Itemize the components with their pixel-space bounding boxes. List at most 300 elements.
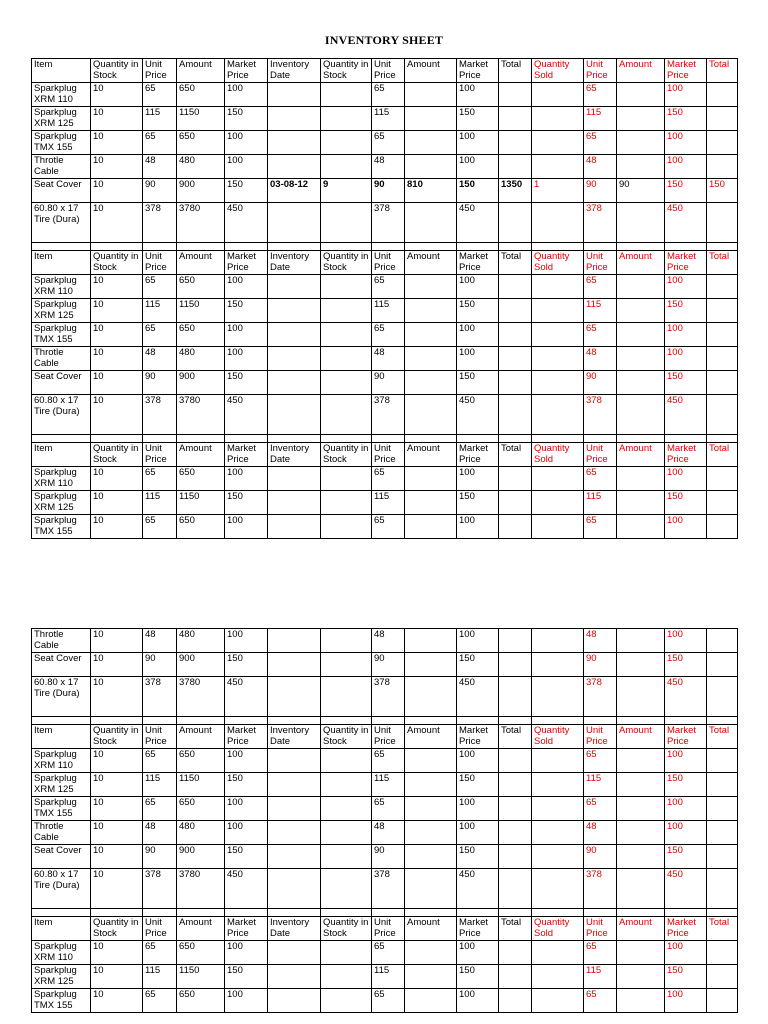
value-cell: 65 <box>143 989 177 1013</box>
item-name-cell: Sparkplug XRM 110 <box>32 467 91 491</box>
value-cell <box>532 941 584 965</box>
value-cell: 90 <box>372 845 405 869</box>
value-cell <box>617 989 665 1013</box>
value-cell <box>707 275 738 299</box>
value-cell <box>707 107 738 131</box>
value-cell: 48 <box>584 629 617 653</box>
value-cell: 100 <box>665 515 707 539</box>
value-cell: 48 <box>372 629 405 653</box>
value-cell <box>532 275 584 299</box>
value-cell: 100 <box>225 515 268 539</box>
value-cell: 10 <box>91 653 143 677</box>
value-cell <box>268 155 321 179</box>
value-cell <box>268 869 321 909</box>
value-cell <box>405 821 457 845</box>
value-cell <box>532 869 584 909</box>
item-name-cell: Sparkplug XRM 110 <box>32 275 91 299</box>
header-cell: Market Price <box>665 725 707 749</box>
value-cell: 650 <box>177 989 225 1013</box>
value-cell: 100 <box>457 83 499 107</box>
header-cell: Inventory Date <box>268 251 321 275</box>
value-cell: 1 <box>532 179 584 203</box>
item-name-cell: 60.80 x 17 Tire (Dura) <box>32 677 91 717</box>
header-cell: Market Price <box>225 917 268 941</box>
value-cell <box>405 965 457 989</box>
header-cell: Amount <box>405 59 457 83</box>
value-cell <box>707 629 738 653</box>
value-cell: 100 <box>665 821 707 845</box>
value-cell: 03-08-12 <box>268 179 321 203</box>
item-row <box>32 395 738 435</box>
value-cell: 100 <box>225 821 268 845</box>
value-cell: 650 <box>177 797 225 821</box>
spacer-cell <box>532 717 584 725</box>
value-cell <box>268 773 321 797</box>
value-cell: 10 <box>91 275 143 299</box>
item-row <box>32 83 738 107</box>
value-cell: 65 <box>372 323 405 347</box>
header-cell: Market Price <box>457 251 499 275</box>
value-cell: 115 <box>584 965 617 989</box>
value-cell: 1150 <box>177 299 225 323</box>
item-row <box>32 323 738 347</box>
value-cell <box>405 299 457 323</box>
spacer-cell <box>532 435 584 443</box>
value-cell <box>707 467 738 491</box>
spacer-cell <box>405 435 457 443</box>
value-cell: 1150 <box>177 965 225 989</box>
header-cell: Item <box>32 725 91 749</box>
value-cell: 100 <box>665 83 707 107</box>
spacer-cell <box>372 909 405 917</box>
value-cell <box>499 491 532 515</box>
value-cell: 150 <box>665 773 707 797</box>
value-cell <box>405 347 457 371</box>
value-cell <box>617 83 665 107</box>
value-cell <box>268 347 321 371</box>
spacer-row <box>32 717 738 725</box>
value-cell: 100 <box>225 323 268 347</box>
value-cell: 10 <box>91 797 143 821</box>
value-cell <box>707 845 738 869</box>
value-cell: 100 <box>457 155 499 179</box>
value-cell: 65 <box>143 323 177 347</box>
value-cell <box>532 821 584 845</box>
value-cell <box>321 965 372 989</box>
value-cell: 378 <box>372 395 405 435</box>
value-cell: 48 <box>584 347 617 371</box>
spacer-cell <box>268 909 321 917</box>
value-cell: 115 <box>584 773 617 797</box>
spacer-cell <box>321 717 372 725</box>
value-cell: 100 <box>665 347 707 371</box>
value-cell: 3780 <box>177 677 225 717</box>
value-cell <box>499 773 532 797</box>
header-cell: Unit Price <box>143 917 177 941</box>
spacer-cell <box>91 435 143 443</box>
spacer-cell <box>405 243 457 251</box>
spacer-cell <box>707 435 738 443</box>
value-cell <box>499 653 532 677</box>
page-title: INVENTORY SHEET <box>324 33 444 47</box>
spacer-cell <box>457 243 499 251</box>
value-cell <box>499 749 532 773</box>
header-cell: Amount <box>177 725 225 749</box>
value-cell <box>532 83 584 107</box>
spacer-cell <box>143 909 177 917</box>
value-cell: 150 <box>457 653 499 677</box>
value-cell: 378 <box>584 395 617 435</box>
header-cell: Total <box>707 917 738 941</box>
value-cell: 150 <box>457 179 499 203</box>
item-row <box>32 941 738 965</box>
header-cell: Market Price <box>225 251 268 275</box>
value-cell <box>617 347 665 371</box>
value-cell <box>707 749 738 773</box>
header-cell: Quantity in Stock <box>91 725 143 749</box>
value-cell <box>707 941 738 965</box>
value-cell <box>707 677 738 717</box>
value-cell <box>405 83 457 107</box>
value-cell <box>268 941 321 965</box>
value-cell <box>405 155 457 179</box>
value-cell: 10 <box>91 323 143 347</box>
value-cell: 1150 <box>177 107 225 131</box>
spacer-cell <box>707 243 738 251</box>
value-cell: 150 <box>225 107 268 131</box>
value-cell <box>268 749 321 773</box>
value-cell <box>617 299 665 323</box>
value-cell <box>268 107 321 131</box>
item-row <box>32 347 738 371</box>
spacer-cell <box>617 435 665 443</box>
value-cell <box>321 677 372 717</box>
header-cell: Quantity Sold <box>532 251 584 275</box>
value-cell: 65 <box>372 83 405 107</box>
item-name-cell: Sparkplug TMX 155 <box>32 515 91 539</box>
value-cell <box>499 275 532 299</box>
value-cell <box>268 203 321 243</box>
value-cell: 9 <box>321 179 372 203</box>
value-cell: 90 <box>372 179 405 203</box>
value-cell <box>499 395 532 435</box>
header-cell: Inventory Date <box>268 443 321 467</box>
spacer-cell <box>584 909 617 917</box>
header-cell: Amount <box>405 917 457 941</box>
value-cell: 450 <box>665 677 707 717</box>
value-cell: 100 <box>225 749 268 773</box>
value-cell: 100 <box>457 941 499 965</box>
header-cell: Amount <box>177 251 225 275</box>
value-cell: 115 <box>143 773 177 797</box>
value-cell <box>268 323 321 347</box>
spacer-cell <box>584 435 617 443</box>
header-cell: Item <box>32 251 91 275</box>
header-cell: Amount <box>177 917 225 941</box>
value-cell: 48 <box>143 155 177 179</box>
value-cell <box>532 773 584 797</box>
header-cell: Market Price <box>457 917 499 941</box>
value-cell: 150 <box>457 965 499 989</box>
value-cell <box>321 347 372 371</box>
value-cell <box>532 989 584 1013</box>
value-cell <box>499 107 532 131</box>
value-cell: 100 <box>457 467 499 491</box>
value-cell: 100 <box>457 629 499 653</box>
value-cell: 48 <box>143 821 177 845</box>
value-cell <box>321 107 372 131</box>
value-cell: 10 <box>91 203 143 243</box>
value-cell: 115 <box>372 773 405 797</box>
value-cell: 150 <box>225 653 268 677</box>
header-cell: Quantity in Stock <box>91 443 143 467</box>
header-cell: Unit Price <box>143 59 177 83</box>
value-cell: 100 <box>457 797 499 821</box>
value-cell: 650 <box>177 941 225 965</box>
value-cell <box>707 203 738 243</box>
spacer-cell <box>91 909 143 917</box>
value-cell <box>617 845 665 869</box>
value-cell: 378 <box>372 869 405 909</box>
value-cell: 115 <box>584 107 617 131</box>
item-name-cell: Sparkplug TMX 155 <box>32 323 91 347</box>
value-cell: 450 <box>665 395 707 435</box>
value-cell <box>532 395 584 435</box>
value-cell <box>405 275 457 299</box>
value-cell: 115 <box>584 491 617 515</box>
value-cell: 48 <box>143 347 177 371</box>
item-name-cell: Sparkplug XRM 125 <box>32 299 91 323</box>
header-cell: Total <box>499 443 532 467</box>
value-cell: 100 <box>457 131 499 155</box>
value-cell: 150 <box>457 845 499 869</box>
spacer-cell <box>321 909 372 917</box>
value-cell <box>499 821 532 845</box>
spacer-cell <box>268 243 321 251</box>
spacer-cell <box>665 909 707 917</box>
value-cell: 115 <box>584 299 617 323</box>
value-cell <box>617 965 665 989</box>
item-name-cell: Sparkplug XRM 110 <box>32 83 91 107</box>
spacer-cell <box>321 243 372 251</box>
value-cell <box>268 275 321 299</box>
value-cell: 10 <box>91 629 143 653</box>
header-cell: Total <box>499 59 532 83</box>
value-cell <box>321 989 372 1013</box>
value-cell <box>268 299 321 323</box>
value-cell <box>499 941 532 965</box>
item-row <box>32 749 738 773</box>
inventory-table-top <box>31 58 738 539</box>
item-row <box>32 131 738 155</box>
header-cell: Total <box>707 725 738 749</box>
spacer-cell <box>405 717 457 725</box>
value-cell <box>532 677 584 717</box>
value-cell: 100 <box>665 989 707 1013</box>
header-cell: Quantity Sold <box>532 917 584 941</box>
value-cell: 900 <box>177 179 225 203</box>
value-cell <box>617 203 665 243</box>
value-cell: 65 <box>372 941 405 965</box>
value-cell: 150 <box>225 491 268 515</box>
value-cell: 10 <box>91 941 143 965</box>
header-cell: Unit Price <box>584 59 617 83</box>
header-cell: Amount <box>617 725 665 749</box>
value-cell: 150 <box>665 491 707 515</box>
item-row <box>32 797 738 821</box>
value-cell <box>532 749 584 773</box>
value-cell: 100 <box>665 749 707 773</box>
value-cell <box>617 371 665 395</box>
value-cell: 115 <box>143 107 177 131</box>
spacer-cell <box>617 909 665 917</box>
item-name-cell: Sparkplug XRM 110 <box>32 941 91 965</box>
value-cell: 150 <box>665 653 707 677</box>
value-cell <box>707 653 738 677</box>
spacer-cell <box>372 243 405 251</box>
value-cell: 10 <box>91 107 143 131</box>
value-cell <box>617 491 665 515</box>
value-cell: 150 <box>225 773 268 797</box>
header-cell: Quantity in Stock <box>321 251 372 275</box>
value-cell: 10 <box>91 491 143 515</box>
value-cell: 10 <box>91 299 143 323</box>
value-cell <box>499 155 532 179</box>
value-cell: 90 <box>143 653 177 677</box>
item-name-cell: Seat Cover <box>32 845 91 869</box>
value-cell: 150 <box>457 773 499 797</box>
header-row <box>32 917 738 941</box>
value-cell <box>405 677 457 717</box>
value-cell: 115 <box>143 491 177 515</box>
value-cell: 65 <box>143 131 177 155</box>
value-cell: 10 <box>91 773 143 797</box>
value-cell: 65 <box>584 797 617 821</box>
header-cell: Total <box>707 443 738 467</box>
header-cell: Quantity in Stock <box>321 725 372 749</box>
value-cell: 150 <box>225 965 268 989</box>
value-cell: 100 <box>665 323 707 347</box>
value-cell: 100 <box>457 989 499 1013</box>
spacer-cell <box>665 243 707 251</box>
value-cell <box>268 677 321 717</box>
value-cell <box>268 845 321 869</box>
value-cell: 480 <box>177 155 225 179</box>
value-cell <box>617 869 665 909</box>
item-name-cell: Seat Cover <box>32 179 91 203</box>
value-cell: 65 <box>584 83 617 107</box>
value-cell <box>707 491 738 515</box>
item-row <box>32 275 738 299</box>
value-cell <box>405 845 457 869</box>
value-cell: 100 <box>665 275 707 299</box>
item-name-cell: Throtle Cable <box>32 629 91 653</box>
value-cell: 1350 <box>499 179 532 203</box>
value-cell <box>321 131 372 155</box>
spacer-cell <box>225 435 268 443</box>
item-row <box>32 515 738 539</box>
value-cell: 450 <box>457 677 499 717</box>
value-cell <box>532 371 584 395</box>
value-cell <box>499 467 532 491</box>
value-cell: 10 <box>91 395 143 435</box>
value-cell <box>321 203 372 243</box>
item-name-cell: Sparkplug TMX 155 <box>32 797 91 821</box>
value-cell: 90 <box>584 179 617 203</box>
value-cell <box>617 515 665 539</box>
value-cell: 65 <box>584 275 617 299</box>
value-cell <box>268 629 321 653</box>
item-name-cell: 60.80 x 17 Tire (Dura) <box>32 395 91 435</box>
value-cell <box>405 371 457 395</box>
inventory-table-bottom <box>31 628 738 1013</box>
value-cell <box>532 203 584 243</box>
value-cell <box>499 371 532 395</box>
value-cell: 115 <box>143 965 177 989</box>
header-cell: Amount <box>405 443 457 467</box>
value-cell <box>321 299 372 323</box>
value-cell <box>321 155 372 179</box>
value-cell: 100 <box>457 749 499 773</box>
value-cell <box>405 107 457 131</box>
item-name-cell: Sparkplug TMX 155 <box>32 989 91 1013</box>
value-cell: 650 <box>177 275 225 299</box>
spacer-cell <box>268 717 321 725</box>
value-cell <box>617 677 665 717</box>
value-cell <box>617 107 665 131</box>
spacer-row <box>32 435 738 443</box>
value-cell <box>321 941 372 965</box>
header-cell: Market Price <box>225 725 268 749</box>
spacer-cell <box>617 717 665 725</box>
value-cell <box>321 371 372 395</box>
item-name-cell: Sparkplug XRM 125 <box>32 107 91 131</box>
value-cell: 100 <box>665 467 707 491</box>
item-name-cell: Throtle Cable <box>32 821 91 845</box>
value-cell: 90 <box>584 371 617 395</box>
value-cell <box>405 773 457 797</box>
item-name-cell: Throtle Cable <box>32 155 91 179</box>
value-cell: 450 <box>225 869 268 909</box>
value-cell: 150 <box>457 371 499 395</box>
header-cell: Market Price <box>665 251 707 275</box>
spacer-cell <box>457 435 499 443</box>
value-cell: 150 <box>225 845 268 869</box>
value-cell <box>405 869 457 909</box>
spacer-cell <box>177 243 225 251</box>
spacer-row <box>32 243 738 251</box>
value-cell <box>617 797 665 821</box>
value-cell <box>499 965 532 989</box>
value-cell: 450 <box>665 869 707 909</box>
value-cell: 378 <box>584 677 617 717</box>
item-name-cell: Seat Cover <box>32 371 91 395</box>
value-cell: 65 <box>372 467 405 491</box>
value-cell: 100 <box>665 131 707 155</box>
item-row <box>32 203 738 243</box>
value-cell <box>532 797 584 821</box>
value-cell: 100 <box>225 275 268 299</box>
value-cell: 10 <box>91 677 143 717</box>
value-cell: 65 <box>143 941 177 965</box>
value-cell: 378 <box>143 869 177 909</box>
value-cell <box>268 515 321 539</box>
header-cell: Inventory Date <box>268 59 321 83</box>
header-cell: Quantity in Stock <box>321 443 372 467</box>
header-cell: Unit Price <box>143 725 177 749</box>
value-cell <box>499 323 532 347</box>
value-cell: 900 <box>177 653 225 677</box>
